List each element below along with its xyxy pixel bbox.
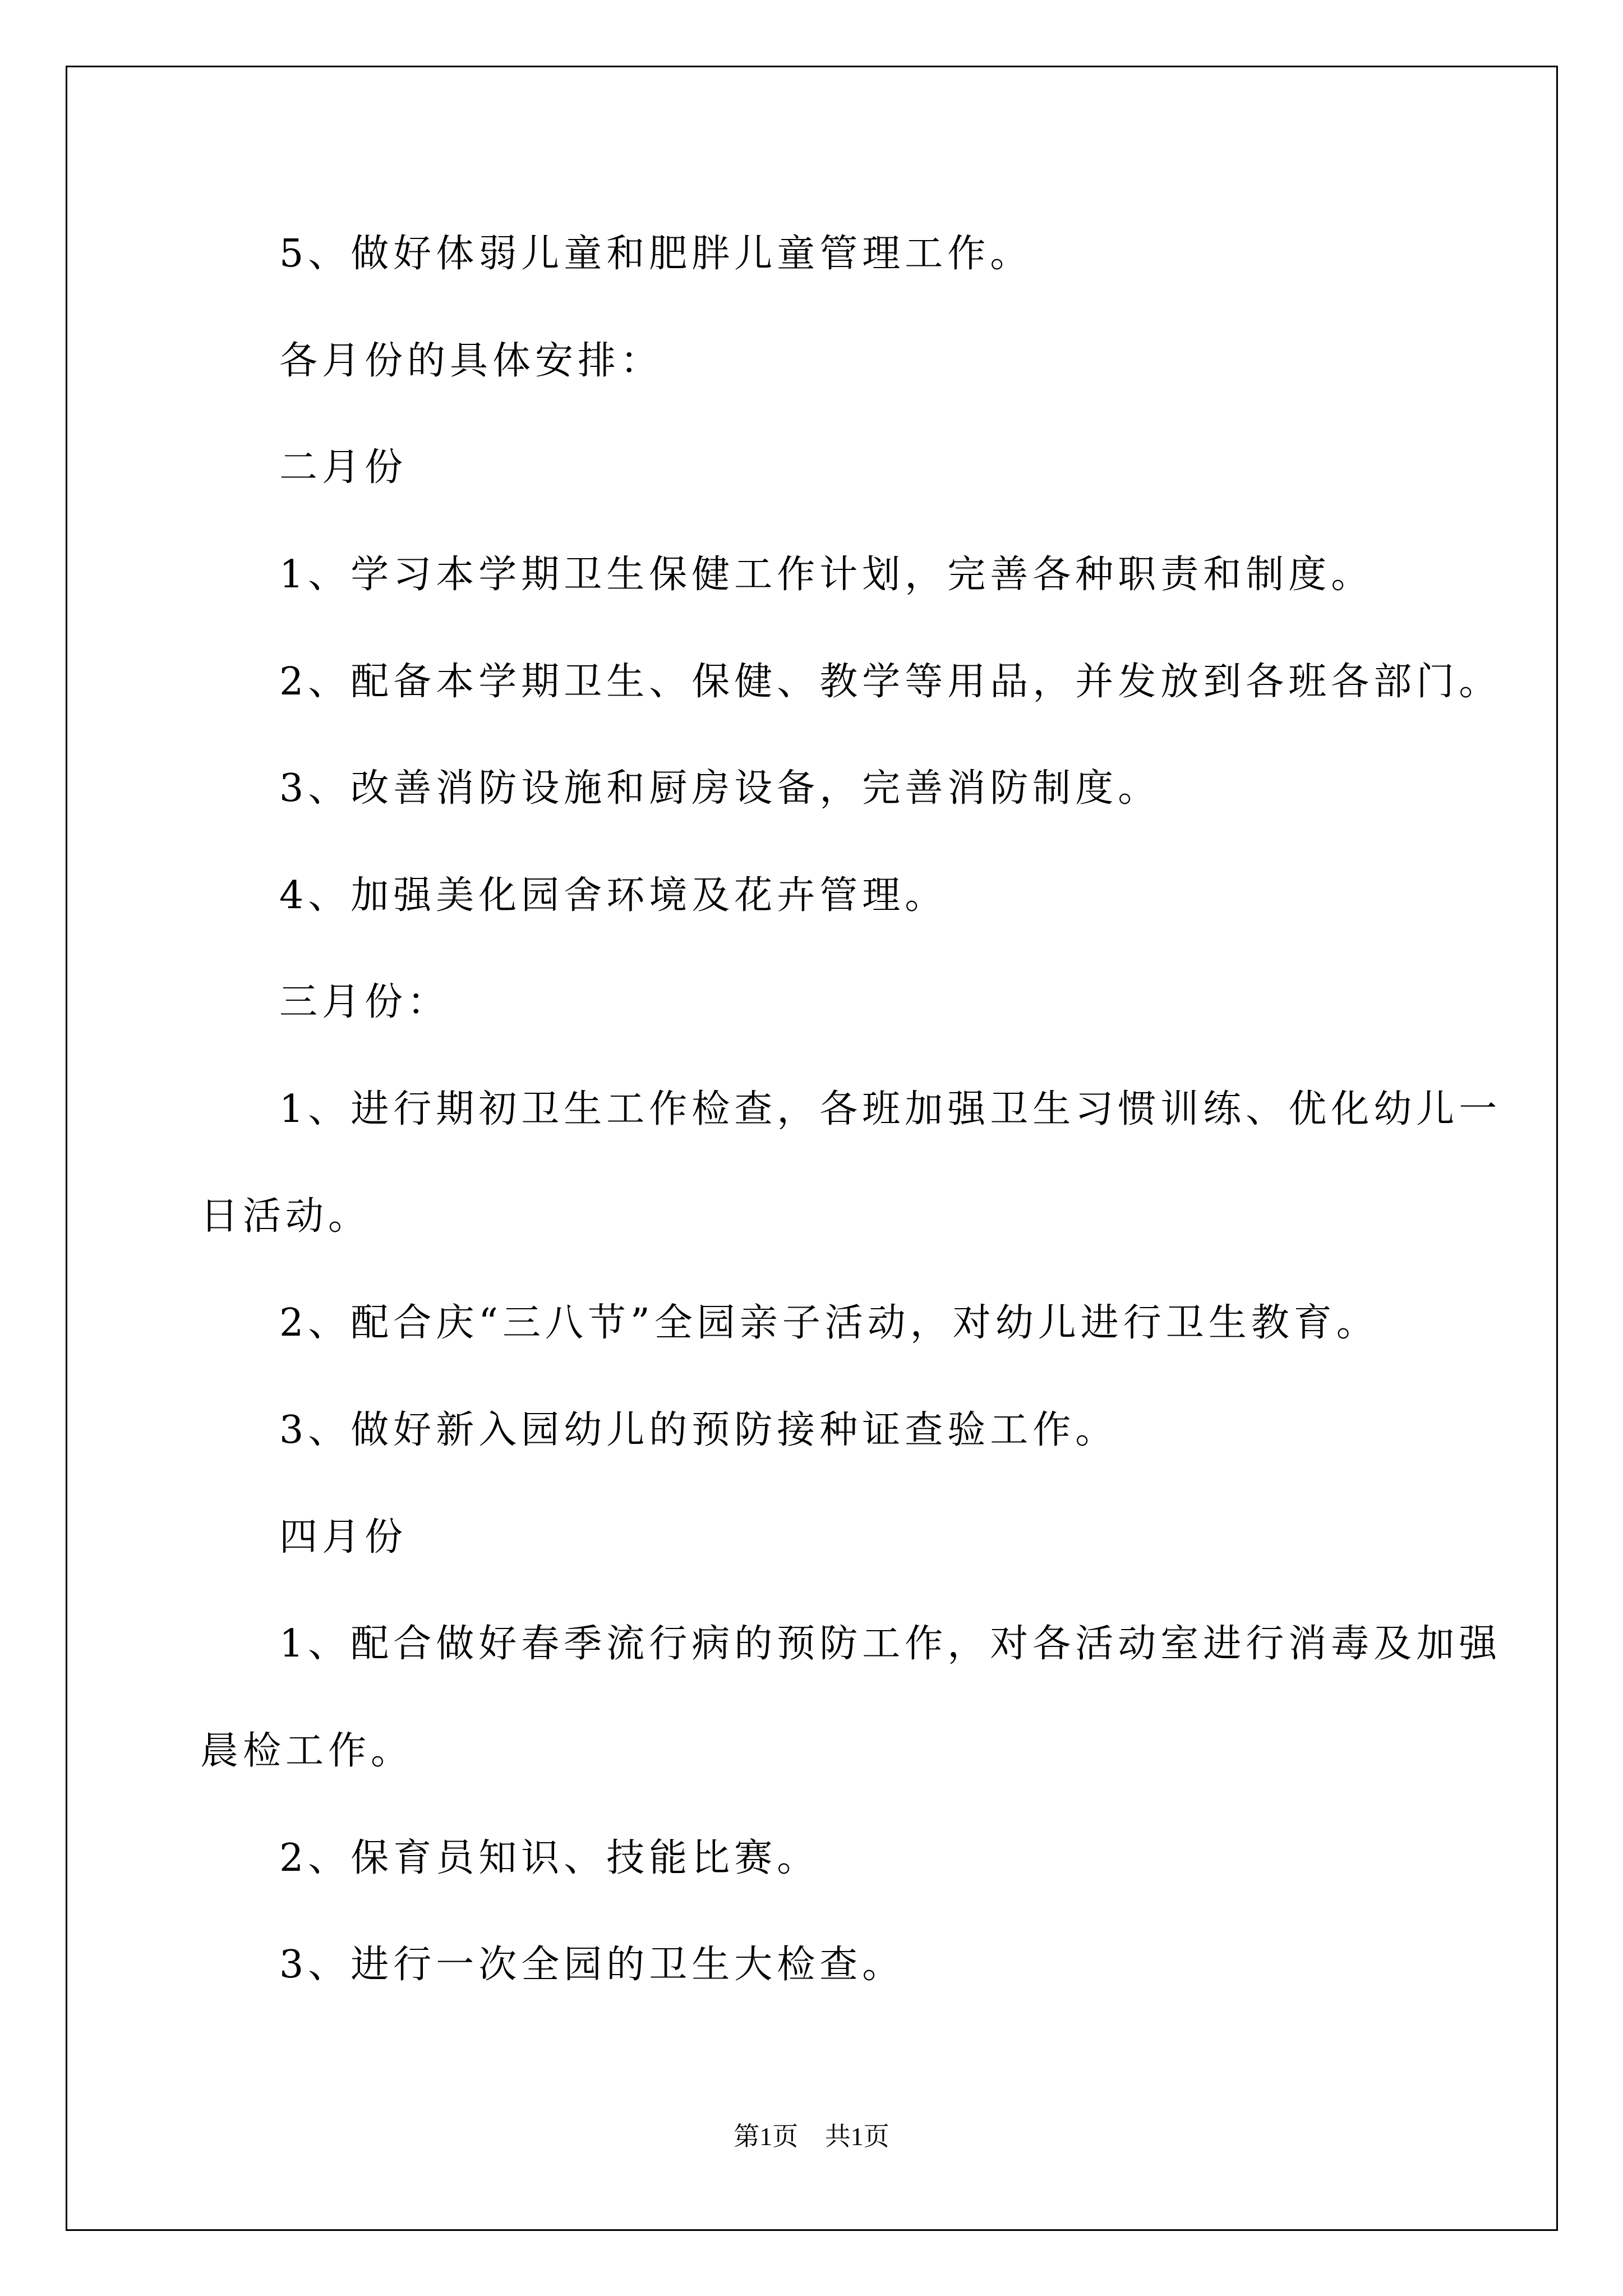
paragraph-item: 1、配合做好春季流行病的预防工作，对各活动室进行消毒及加强 [279, 1622, 1502, 1666]
month-heading-march: 三月份： [279, 980, 450, 1024]
paragraph-item: 3、做好新入园幼儿的预防接种证查验工作。 [279, 1408, 1118, 1452]
month-heading-february: 二月份 [279, 445, 408, 490]
paragraph-continuation: 晨检工作。 [200, 1729, 414, 1773]
month-heading-april: 四月份 [279, 1515, 408, 1559]
paragraph-item: 3、进行一次全园的卫生大检查。 [279, 1943, 905, 1987]
paragraph-item: 1、学习本学期卫生保健工作计划，完善各种职责和制度。 [279, 553, 1374, 597]
paragraph-item: 2、保育员知识、技能比赛。 [279, 1836, 820, 1880]
paragraph-item: 3、改善消防设施和厨房设备，完善消防制度。 [279, 766, 1161, 811]
paragraph-item: 2、配备本学期卫生、保健、教学等用品，并发放到各班各部门。 [279, 660, 1502, 704]
paragraph-item: 1、进行期初卫生工作检查，各班加强卫生习惯训练、优化幼儿一 [279, 1087, 1502, 1131]
paragraph-item: 5、做好体弱儿童和肥胖儿童管理工作。 [279, 232, 1033, 276]
paragraph-item: 2、配合庆“三八节”全园亲子活动，对幼儿进行卫生教育。 [279, 1301, 1379, 1345]
section-intro: 各月份的具体安排： [279, 339, 663, 383]
page-number-total: 共1页 [824, 2122, 889, 2151]
paragraph-continuation: 日活动。 [200, 1194, 371, 1239]
page-number-current: 第1页 [734, 2122, 799, 2151]
page-footer [0, 2124, 1623, 2150]
paragraph-item: 4、加强美化园舍环境及花卉管理。 [279, 873, 948, 918]
